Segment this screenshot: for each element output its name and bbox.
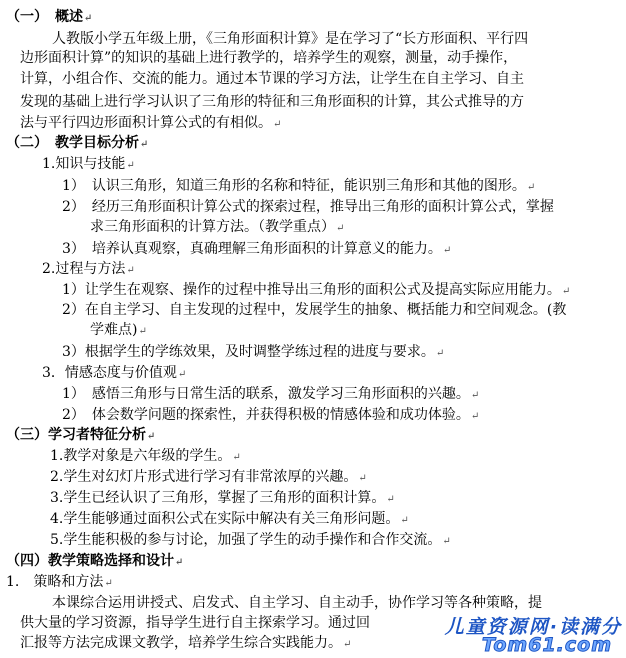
section2-sub1-title: 1.知识与技能↵ [42,156,135,172]
section2-sub1-item: 求三角形面积的计算方法。（教学重点）↵ [90,219,345,235]
section2-sub1-item: 2） 经历三角形面积计算公式的探索过程，推导出三角形的面积计算公式，掌握 [62,199,554,215]
section2-sub1-item: 1） 认识三角形，知道三角形的名称和特征，能识别三角形和其他的图形。↵ [62,178,536,194]
section1-para-line: 边形面积计算”的知识的基础上进行教学的，培养学生的观察，测量，动手操作， [20,50,518,66]
section2-sub2-title: 2.过程与方法↵ [42,261,135,277]
watermark-line1: 儿童资源网·读满分 [444,616,622,638]
section1-heading: （一） 概述↵ [6,9,93,25]
section2-sub3-item: 2） 体会数学问题的探索性，并获得积极的情感体验和成功体验。↵ [62,407,480,423]
section2-sub3-title: 3．情感态度与价值观↵ [42,365,187,381]
watermark-line2: Tom61.com [481,634,612,656]
site-watermark-logo [400,612,622,656]
section2-sub2-item: 学难点)↵ [90,322,147,338]
section4-heading: （四）教学策略选择和设计↵ [6,553,184,569]
section2-sub2-item: 2）在自主学习、自主发现的过程中，发展学生的抽象、概括能力和空间观念。(教 [62,302,567,318]
section3-heading: （三）学习者特征分析↵ [6,427,156,443]
section2-sub1-item: 3） 培养认真观察，真确理解三角形面积的计算意义的能力。↵ [62,241,452,257]
section2-heading: （二） 教学目标分析↵ [6,135,149,151]
section1-para-line: 发现的基础上进行学习认识了三角形的特征和三角形面积的计算，其公式推导的方 [20,94,524,110]
section2-sub2-item: 1）让学生在观察、操作的过程中推导出三角形的面积公式及提高实际应用能力。↵ [62,282,571,298]
section4-para-line: 本课综合运用讲授式、启发式、自主学习、自主动手，协作学习等各种策略，提 [52,595,542,611]
section1-para-line: 计算，小组合作、交流的能力。通过本节课的学习方法，让学生在自主学习、自主 [20,71,524,87]
section1-para-line: 法与平行四边形面积计算公式的有相似。↵ [20,115,282,131]
section2-sub3-item: 1） 感悟三角形与日常生活的联系，激发学习三角形面积的兴趣。↵ [62,386,480,402]
section4-sub1-title: 1. 策略和方法↵ [6,574,113,590]
section2-sub2-item: 3）根据学生的学练效果，及时调整学练过程的进度与要求。↵ [62,344,445,360]
section3-item: 3.学生已经认识了三角形，掌握了三角形的面积计算。↵ [50,490,395,506]
section3-item: 5.学生能积极的参与讨论，加强了学生的动手操作和合作交流。↵ [50,532,451,548]
section4-para-line: 汇报等方法完成课文教学，培养学生综合实践能力。↵ [20,635,352,651]
section4-para-line: 供大量的学习资源，指导学生进行自主探索学习。通过回 [20,615,370,631]
section3-item: 4.学生能够通过面积公式在实际中解决有关三角形问题。↵ [50,511,409,527]
section3-item: 2.学生对幻灯片形式进行学习有非常浓厚的兴趣。↵ [50,469,367,485]
section3-item: 1.教学对象是六年级的学生。↵ [50,448,241,464]
section1-para-line: 人教版小学五年级上册，《三角形面积计算》是在学习了“长方形面积、平行四 [52,31,529,47]
